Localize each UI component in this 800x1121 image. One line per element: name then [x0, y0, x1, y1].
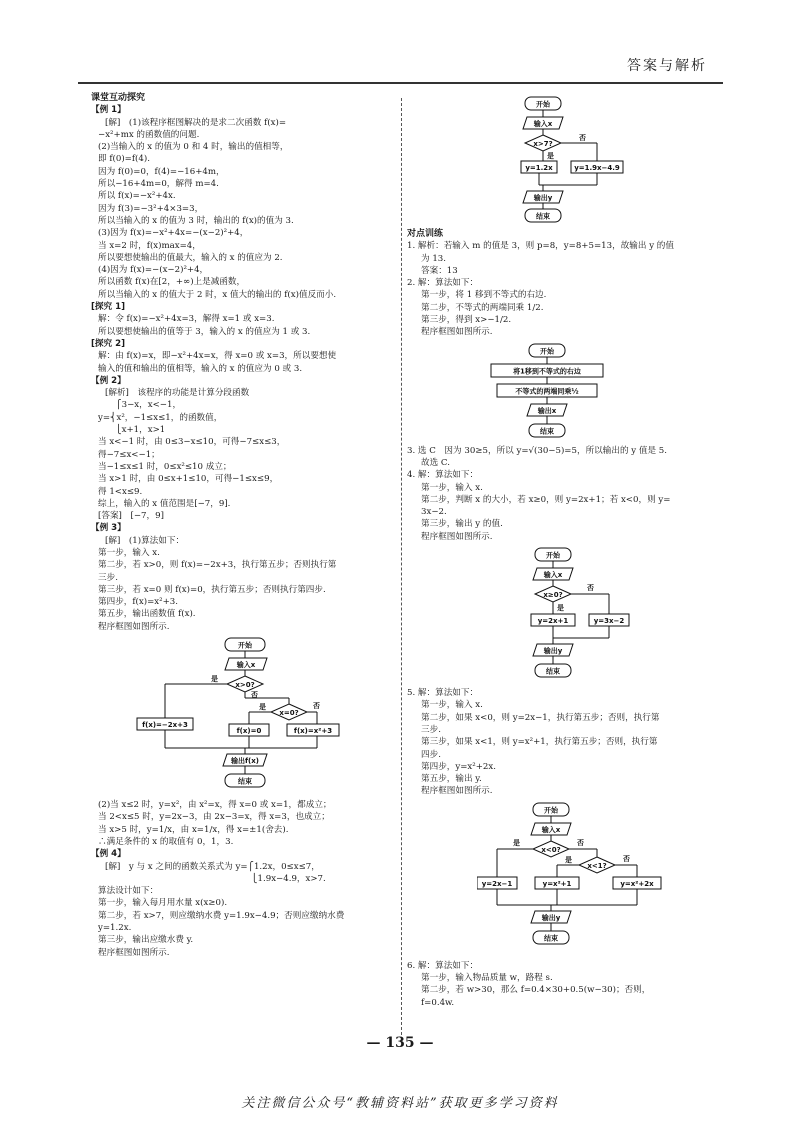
- left-column: [91, 92, 395, 959]
- fc1-output: 输出f(x): [231, 757, 259, 766]
- flowchart-q2: [487, 342, 713, 442]
- text-line: 2. 解：算法如下：: [407, 278, 479, 289]
- text-line: 【例 4】: [91, 849, 126, 860]
- fc3-no: 否: [587, 584, 594, 593]
- text-line: 综上，输入的 x 值范围是[−7，9].: [98, 498, 231, 509]
- flowchart-example-3: [121, 636, 395, 796]
- text-line: 所以当输入的 x 的值为 3 时，输出的 f(x)的值为 3.: [98, 215, 294, 226]
- text-line: 当 x>5 时，y=1/x，由 x=1/x，得 x=±1(舍去).: [98, 824, 289, 835]
- text-line: 所以−16+4m=0，解得 m=4.: [98, 179, 219, 190]
- header-rule: [78, 82, 723, 84]
- text-line: ⎩x+1，x>1: [98, 425, 166, 436]
- fc4-output: 输出y: [533, 194, 553, 202]
- fc4-no: 否: [579, 134, 586, 142]
- text-line: 第三步，若 x=0 则 f(x)=0，执行第五步；否则执行第四步.: [98, 584, 326, 595]
- text-line: 程序框图如图所示.: [421, 327, 493, 338]
- fc3-box1: y=2x+1: [537, 617, 569, 626]
- text-line: 程序框图如图所示.: [98, 947, 170, 958]
- page-number: — 135 —: [366, 1035, 434, 1051]
- fc1-input: 输入x: [236, 661, 256, 670]
- text-line: 解：令 f(x)=−x²+4x=3，解得 x=1 或 x=3.: [98, 314, 275, 325]
- fc5-yes1: 是: [513, 838, 520, 847]
- fc5-yes2: 是: [565, 855, 572, 864]
- text-line: [探究 2]: [91, 338, 126, 349]
- fc3-input: 输入x: [543, 571, 563, 580]
- text-line: 当 2<x≤5 时，y=2x−3，由 2x−3=x，得 x=3，也成立；: [98, 812, 330, 823]
- text-line: 第一步，输入每月用水量 x(x≥0).: [98, 898, 228, 909]
- text-line: 三步.: [421, 724, 441, 735]
- text-line: f=0.4w.: [421, 997, 455, 1008]
- text-line: 第一步，输入物品质量 w，路程 s.: [421, 973, 553, 984]
- text-line: (4)因为 f(x)=−(x−2)²+4，: [98, 265, 209, 276]
- fc2-start: 开始: [540, 347, 554, 356]
- text-line: 所以当输入的 x 的值大于 2 时，x 值大的输出的 f(x)值反而小.: [98, 289, 337, 300]
- text-line: ∴满足条件的 x 的取值有 0，1，3.: [98, 836, 234, 847]
- text-line: 3. 选 C 因为 30≥5，所以 y=√(30−5)=5，所以输出的 y 值是 5.: [407, 445, 667, 456]
- text-line: 第三步，输出应缴水费 y.: [98, 935, 194, 946]
- footer-note: 关注微信公众号“教辅资料站”获取更多学习资料: [241, 1096, 559, 1111]
- text-line: y=1.2x.: [98, 923, 132, 934]
- text-line: 第二步，不等式的两端同乘 1/2.: [421, 302, 544, 313]
- text-line: 得 1<x≤9.: [98, 486, 143, 497]
- text-line: [答案] [−7，9]: [98, 511, 164, 522]
- text-line: 四步.: [421, 749, 441, 760]
- text-line: ⎩1.9x−4.9，x>7.: [105, 873, 326, 884]
- fc3-cond: x≥0?: [543, 591, 563, 600]
- right-column: [407, 92, 713, 1009]
- text-line: 第五步，输出 y.: [421, 774, 482, 785]
- text-line: 第二步，若 x>7，则应缴纳水费 y=1.9x−4.9；否则应缴纳水费: [98, 910, 345, 921]
- fc1-box1: f(x)=−2x+3: [142, 721, 188, 730]
- fc2-step2: 不等式的两端同乘½: [515, 387, 579, 396]
- text-line: (2)当输入的 x 的值为 0 和 4 时，输出的值相等，: [98, 142, 289, 153]
- text-line: 第二步，若 x>0，则 f(x)=−2x+3，执行第五步；否则执行第: [98, 560, 337, 571]
- text-line: 程序框图如图所示.: [421, 531, 493, 542]
- left-text-block-2: [91, 799, 395, 959]
- right-text-block-a: [407, 240, 713, 338]
- text-line: 答案：13: [421, 265, 458, 276]
- text-line: 三步.: [98, 572, 118, 583]
- text-line: 所以要想使输出的值最大，输入的 x 的值应为 2.: [98, 252, 283, 263]
- text-line: 【例 2】: [91, 375, 126, 386]
- text-line: 程序框图如图所示.: [98, 621, 170, 632]
- text-line: 得−7≤x<−1；: [98, 449, 160, 460]
- text-line: 第五步，输出函数值 f(x).: [98, 609, 196, 620]
- fc1-cond1: x>0?: [235, 681, 255, 690]
- fc5-end: 结束: [544, 934, 558, 943]
- fc5-box3: y=x²+2x: [620, 879, 654, 888]
- text-line: 6. 解：算法如下：: [407, 960, 479, 971]
- right-text-block-d: [407, 960, 713, 1009]
- fc1-no2: 否: [313, 702, 320, 711]
- text-line: (2)当 x≤2 时，y=x²，由 x²=x，得 x=0 或 x=1，都成立；: [98, 800, 332, 811]
- text-line: 第四步，y=x²+2x.: [421, 761, 496, 772]
- left-text-block-1: [91, 104, 395, 633]
- fc2-end: 结束: [540, 427, 554, 436]
- text-line: 【例 1】: [91, 105, 126, 116]
- fc1-box3: f(x)=x²+3: [293, 727, 333, 736]
- flowchart-q4: [517, 546, 713, 684]
- text-line: 输入的值和输出的值相等，输入的 x 的值应为 0 或 3.: [98, 363, 303, 374]
- text-line: 第二步，判断 x 的大小，若 x≥0，则 y=2x+1；若 x<0，则 y=: [421, 494, 671, 505]
- text-line: 算法设计如下：: [98, 886, 159, 897]
- text-line: 当−1≤x≤1 时，0≤x²≤10 成立；: [98, 461, 232, 472]
- fc2-output: 输出x: [537, 406, 557, 415]
- fc5-no2: 否: [623, 854, 630, 863]
- text-line: 程序框图如图所示.: [421, 786, 493, 797]
- fc1-cond2: x=0?: [279, 709, 299, 718]
- text-line: 因为 f(0)=0，f(4)=−16+4m，: [98, 166, 225, 177]
- fc5-cond1: x<0?: [541, 845, 561, 854]
- text-line: 为 13.: [421, 253, 446, 264]
- text-line: 【例 3】: [91, 523, 126, 534]
- fc5-input: 输入x: [541, 825, 561, 834]
- fc5-output: 输出y: [541, 913, 561, 922]
- text-line: 第三步，输出 y 的值.: [421, 519, 503, 530]
- text-line: 所以 f(x)=−x²+4x.: [98, 191, 176, 202]
- text-line: ⎧3−x，x<−1，: [98, 400, 182, 411]
- fc4-cond: x>7?: [533, 140, 553, 148]
- text-line: [解] (1)该程序框图解决的是求二次函数 f(x)=: [105, 117, 287, 128]
- text-line: −x²+mx 的函数值的问题.: [98, 129, 200, 140]
- fc3-start: 开始: [546, 551, 560, 560]
- fc5-start: 开始: [544, 806, 558, 815]
- fc4-yes: 是: [547, 152, 554, 160]
- section-title: 课堂互动探究: [91, 93, 146, 103]
- right-text-block-c: [407, 687, 713, 798]
- fc3-output: 输出y: [543, 647, 563, 656]
- text-line: [解] y 与 x 之间的函数关系式为 y=⎧1.2x，0≤x≤7，: [105, 861, 320, 872]
- text-line: 第三步，得到 x>−1/2.: [421, 315, 512, 326]
- fc4-box1: y=1.2x: [525, 164, 553, 172]
- fc4-box2: y=1.9x−4.9: [574, 164, 620, 172]
- fc3-end: 结束: [546, 667, 560, 676]
- fc4-input: 输入x: [533, 120, 553, 128]
- fc5-box2: y=x²+1: [542, 879, 572, 888]
- fc4-end: 结束: [536, 212, 550, 221]
- fc1-end: 结束: [238, 777, 252, 786]
- fc1-box2: f(x)=0: [236, 727, 262, 736]
- text-line: 当 x>1 时，由 0≤x+1≤10，可得−1≤x≤9，: [98, 474, 279, 485]
- fc5-cond2: x<1?: [587, 861, 607, 870]
- text-line: 第二步，如果 x<0，则 y=2x−1，执行第五步；否则，执行第: [421, 712, 660, 723]
- text-line: 第三步，如果 x<1，则 y=x²+1，执行第五步；否则，执行第: [421, 737, 658, 748]
- text-line: 故选 C.: [421, 457, 450, 468]
- text-line: 第一步，输入 x.: [98, 547, 160, 558]
- text-line: 3x−2.: [421, 507, 447, 518]
- text-line: [探究 1]: [91, 302, 126, 313]
- text-line: y=⎨x²，−1≤x≤1，的函数值，: [98, 412, 223, 423]
- fc3-box2: y=3x−2: [593, 617, 625, 626]
- text-line: 第二步，若 w>30，那么 f=0.4×30+0.5(w−30)；否则，: [421, 985, 651, 996]
- fc4-start: 开始: [536, 100, 550, 109]
- fc1-yes1: 是: [211, 675, 218, 684]
- text-line: 4. 解：算法如下：: [407, 470, 479, 481]
- text-line: (3)因为 f(x)=−x²+4x=−(x−2)²+4，: [98, 228, 249, 239]
- text-line: 因为 f(3)=−3²+4×3=3，: [98, 203, 204, 214]
- fc5-box1: y=2x−1: [481, 879, 513, 888]
- text-line: 当 x<−1 时，由 0≤3−x≤10，可得−7≤x≤3，: [98, 437, 286, 448]
- text-line: [解析] 该程序的功能是计算分段函数: [105, 388, 250, 399]
- text-line: 第一步，输入 x.: [421, 482, 483, 493]
- column-divider: [401, 98, 402, 1035]
- fc2-step1: 将1移到不等式的右边: [513, 367, 581, 376]
- text-line: 第四步，f(x)=x²+3.: [98, 597, 179, 608]
- text-line: 1. 解析：若输入 m 的值是 3，则 p=8，y=8+5=13，故输出 y 的值: [407, 241, 674, 252]
- text-line: [解] (1)算法如下：: [105, 535, 185, 546]
- fc3-yes: 是: [557, 604, 564, 613]
- text-line: 第一步，将 1 移到不等式的右边.: [421, 290, 547, 301]
- text-line: 5. 解：算法如下：: [407, 688, 479, 699]
- text-line: 即 f(0)=f(4).: [98, 154, 150, 165]
- fc1-yes2: 是: [259, 703, 266, 712]
- text-line: 所以函数 f(x)在[2，+∞)上是减函数，: [98, 277, 246, 288]
- right-text-block-b: [407, 445, 713, 543]
- section-title-2: 对点训练: [407, 229, 444, 239]
- flowchart-example-4: [467, 95, 713, 225]
- fc1-start: 开始: [238, 641, 252, 650]
- flowchart-q5: [477, 801, 713, 957]
- fc5-no1: 否: [577, 838, 584, 847]
- text-line: 第一步，输入 x.: [421, 700, 483, 711]
- fc1-no1: 否: [251, 691, 258, 700]
- header-title: 答案与解析: [627, 58, 707, 74]
- text-line: 所以要想使输出的值等于 3，输入的 x 的值应为 1 或 3.: [98, 326, 311, 337]
- text-line: 当 x=2 时，f(x)max=4，: [98, 240, 201, 251]
- text-line: 解：由 f(x)=x，即−x²+4x=x，得 x=0 或 x=3，所以要想使: [98, 351, 337, 362]
